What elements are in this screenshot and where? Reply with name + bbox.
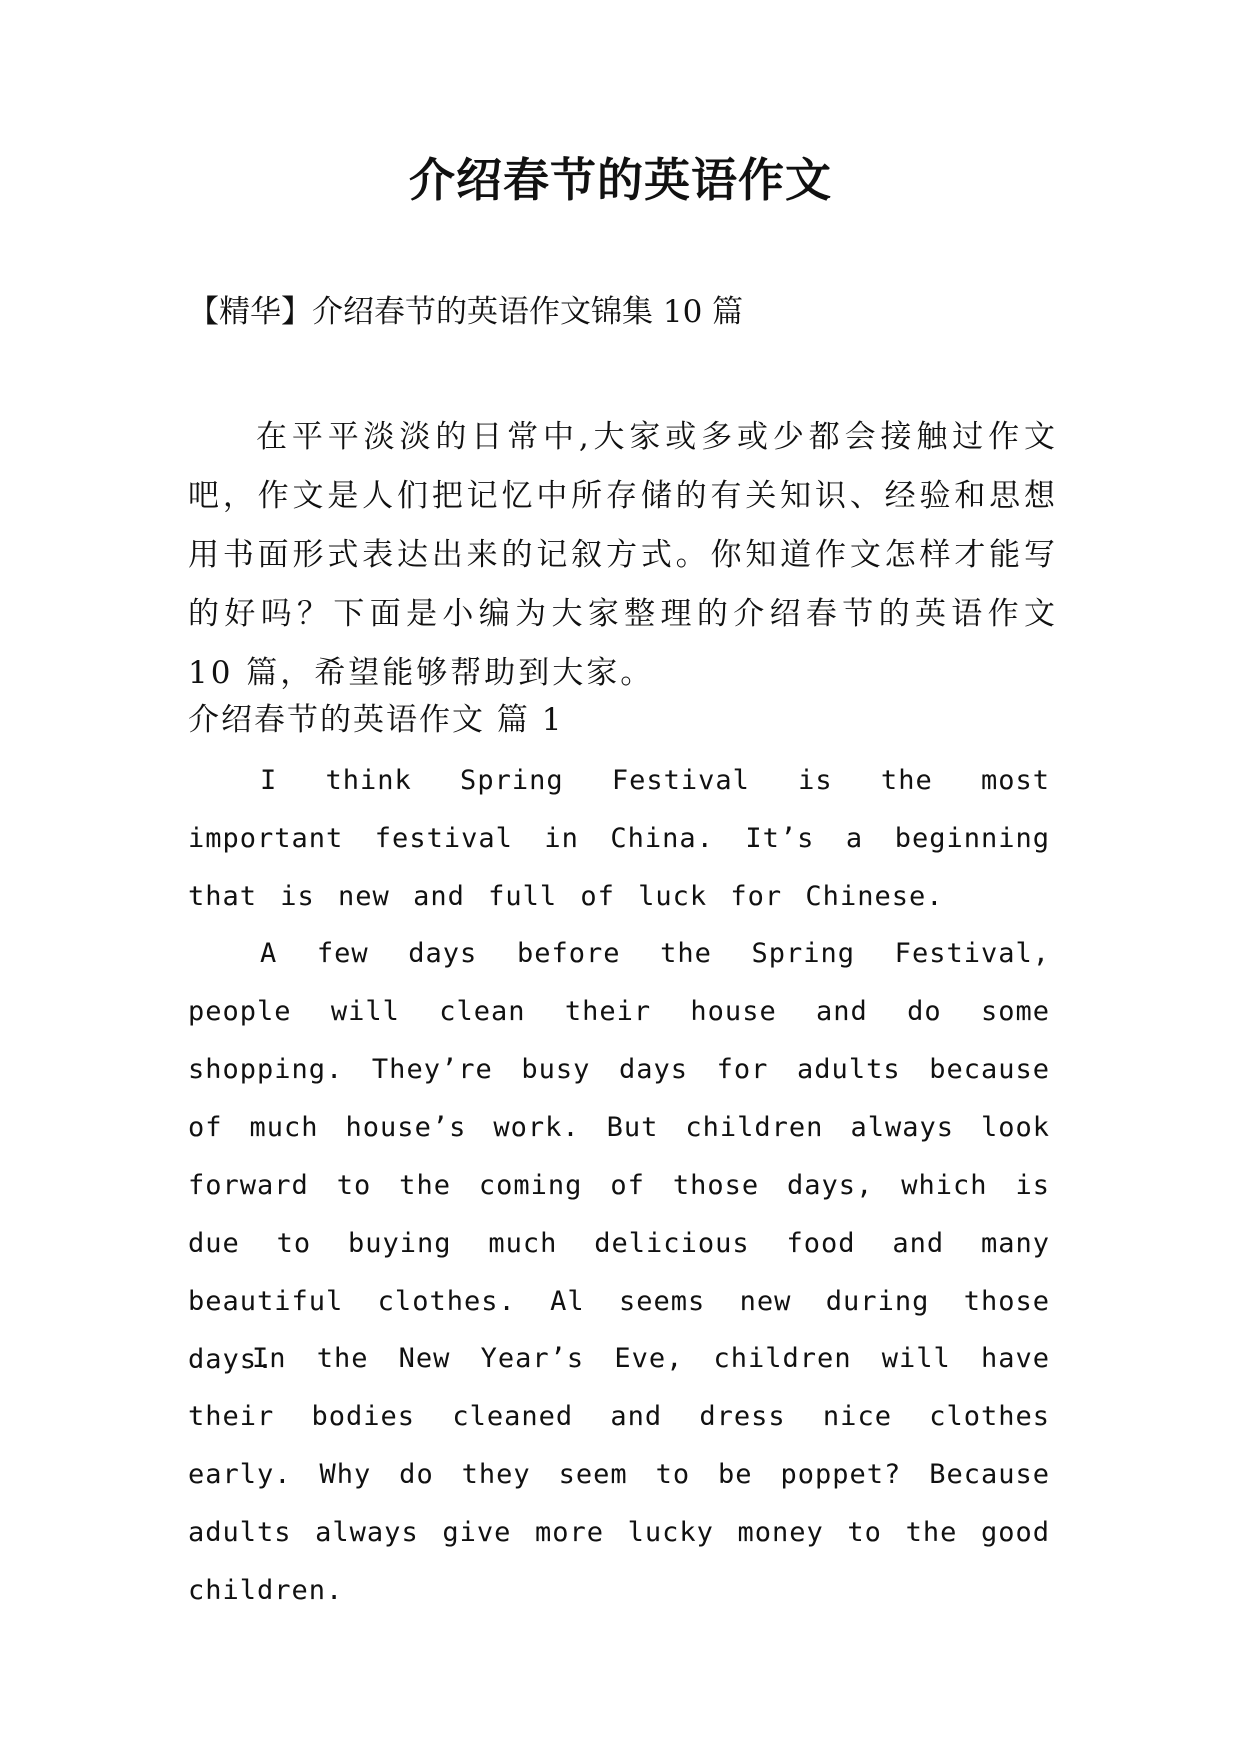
section-heading: 介绍春节的英语作文 篇 1 (188, 702, 564, 738)
document-title: 介绍春节的英语作文 (409, 153, 832, 207)
essay-paragraph: In the New Year’s Eve, children will have their bodies cleaned and dress nice clothes early. Why do they seem to be poppet? Because adults always give more lucky money to the good children. (188, 1343, 1050, 1606)
intro-paragraph: 在平平淡淡的日常中,大家或多或少都会接触过作文吧，作文是人们把记忆中所存储的有关知识、经验和思想用书面形式表达出来的记叙方式。你知道作文怎样才能写的好吗？下面是小编为大家整理的介绍春节的英语作文 10 篇，希望能够帮助到大家。 (188, 419, 1058, 691)
essay-paragraph: I think Spring Festival is the most important festival in China. It’s a beginning that is new and full of luck for Chinese. (188, 765, 1050, 912)
essay-paragraph: A few days before the Spring Festival, people will clean their house and do some shopping. They’re busy days for adults because of much house’s work. But children always look forward to the coming of those days, which is due to buying much delicious food and many beautiful clothes. Al seems new during those days. (188, 938, 1050, 1375)
document-subtitle: 【精华】介绍春节的英语作文锦集 10 篇 (188, 294, 744, 330)
